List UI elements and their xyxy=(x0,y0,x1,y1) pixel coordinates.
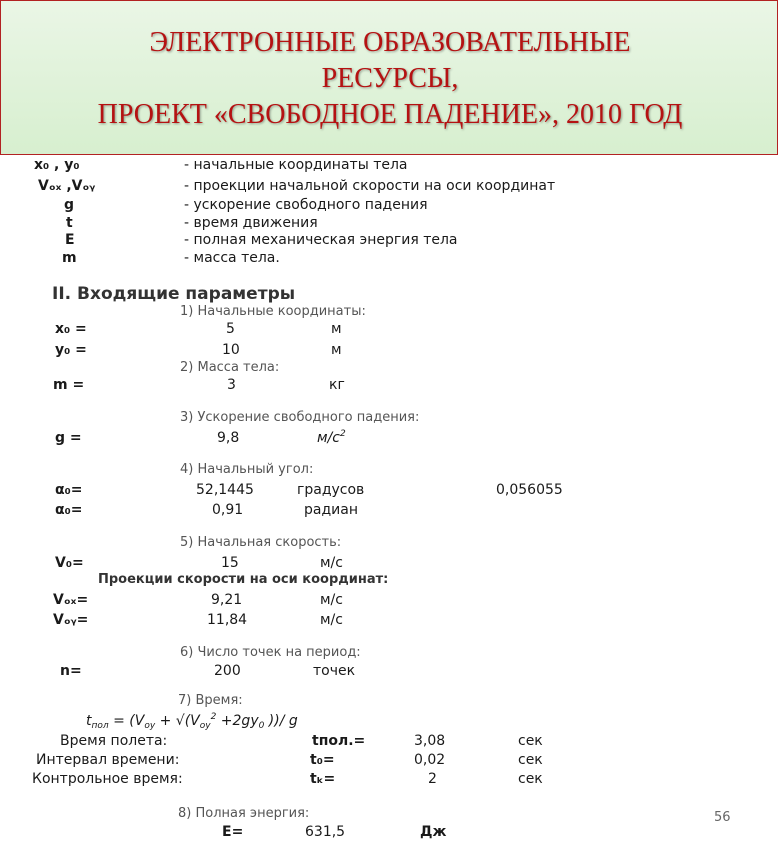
param-label-n: n= xyxy=(60,663,82,679)
subsection-title: 1) Начальные координаты: xyxy=(180,304,366,319)
legend-symbol: x₀ , y₀ xyxy=(34,157,80,173)
legend-description: - ускорение свободного падения xyxy=(184,197,428,213)
param-unit-e: Дж xyxy=(420,824,447,840)
time-row-label: Интервал времени: xyxy=(36,752,180,768)
legend-symbol: Vₒₓ ,Vₒᵧ xyxy=(38,178,96,194)
time-row-value: 0,02 xyxy=(414,752,446,768)
title-banner xyxy=(0,0,778,155)
page-number: 56 xyxy=(714,810,731,825)
param-value-e: 631,5 xyxy=(305,824,346,840)
param-value-voy: 11,84 xyxy=(207,612,248,628)
param-label-v0: V₀= xyxy=(55,555,84,571)
param-value-vox: 9,21 xyxy=(211,592,243,608)
param-label-m: m = xyxy=(53,377,85,393)
subsection-subtitle: Проекции скорости на оси координат: xyxy=(98,572,389,587)
time-formula: $t_{пол} = (V_{oy} + √(V_{oy}^2 +2gy_0$ ))/ g xyxy=(86,712,298,731)
section-title: II. Входящие параметры xyxy=(52,284,296,304)
legend-description: - полная механическая энергия тела xyxy=(184,232,458,248)
legend-description: - время движения xyxy=(184,215,318,231)
time-row-unit: сек xyxy=(518,771,543,787)
title-line-2: РЕСУРСЫ, xyxy=(321,63,459,94)
time-row-symbol: tпол.= xyxy=(312,733,366,749)
param-value-y0: 10 xyxy=(222,342,240,358)
legend-description: - проекции начальной скорости на оси координат xyxy=(184,178,556,194)
subsection-title: 2) Масса тела: xyxy=(180,360,280,375)
title-line-1: ЭЛЕКТРОННЫЕ ОБРАЗОВАТЕЛЬНЫЕ xyxy=(149,27,631,58)
param-label-vox: Vₒₓ= xyxy=(53,592,89,608)
subsection-title: 6) Число точек на период: xyxy=(180,645,361,660)
time-row-label: Контрольное время: xyxy=(32,771,183,787)
time-row-symbol: tₖ= xyxy=(310,771,336,787)
param-value-alpha-rad: 0,91 xyxy=(212,502,244,518)
subsection-title: 7) Время: xyxy=(178,693,243,708)
param-value-x0: 5 xyxy=(226,321,235,337)
param-value-m: 3 xyxy=(227,377,236,393)
time-row-value: 3,08 xyxy=(414,733,446,749)
param-value-n: 200 xyxy=(214,663,241,679)
param-label-g: g = xyxy=(55,430,82,446)
subsection-title: 5) Начальная скорость: xyxy=(180,535,342,550)
param-label-voy: Vₒᵧ= xyxy=(53,612,89,628)
param-label-x0: x₀ = xyxy=(55,321,87,337)
legend-symbol: t xyxy=(66,215,73,231)
time-row-unit: сек xyxy=(518,733,543,749)
param-unit-y0: м xyxy=(331,342,342,358)
param-extra-value: 0,056055 xyxy=(496,482,563,498)
param-label-e: E= xyxy=(222,824,244,840)
legend-symbol: g xyxy=(64,197,75,213)
param-unit-g: $м/с^2$ xyxy=(317,429,346,446)
subsection-title: 3) Ускорение свободного падения: xyxy=(180,410,420,425)
param-unit-x0: м xyxy=(331,321,342,337)
legend-symbol: m xyxy=(62,250,77,266)
param-value-v0: 15 xyxy=(221,555,239,571)
param-label-alpha-deg: α₀= xyxy=(55,482,83,498)
time-row-symbol: t₀= xyxy=(310,752,335,768)
param-unit-v0: м/с xyxy=(320,555,343,571)
legend-symbol: E xyxy=(65,232,75,248)
title-line-3: ПРОЕКТ «СВОБОДНОЕ ПАДЕНИЕ», 2010 ГОД xyxy=(97,99,683,130)
param-label-alpha-rad: α₀= xyxy=(55,502,83,518)
legend-description: - масса тела. xyxy=(184,250,280,266)
param-unit-alpha-rad: радиан xyxy=(304,502,358,518)
param-unit-vox: м/с xyxy=(320,592,343,608)
param-unit-m: кг xyxy=(329,377,345,393)
param-label-y0: y₀ = xyxy=(55,342,87,358)
time-row-value: 2 xyxy=(428,771,437,787)
param-unit-voy: м/с xyxy=(320,612,343,628)
legend-description: - начальные координаты тела xyxy=(184,157,408,173)
subsection-title: 4) Начальный угол: xyxy=(180,462,314,477)
param-value-alpha-deg: 52,1445 xyxy=(196,482,254,498)
param-unit-n: точек xyxy=(313,663,356,679)
param-unit-alpha-deg: градусов xyxy=(297,482,365,498)
time-row-label: Время полета: xyxy=(60,733,168,749)
subsection-title: 8) Полная энергия: xyxy=(178,806,310,821)
param-value-g: 9,8 xyxy=(217,430,240,446)
time-row-unit: сек xyxy=(518,752,543,768)
